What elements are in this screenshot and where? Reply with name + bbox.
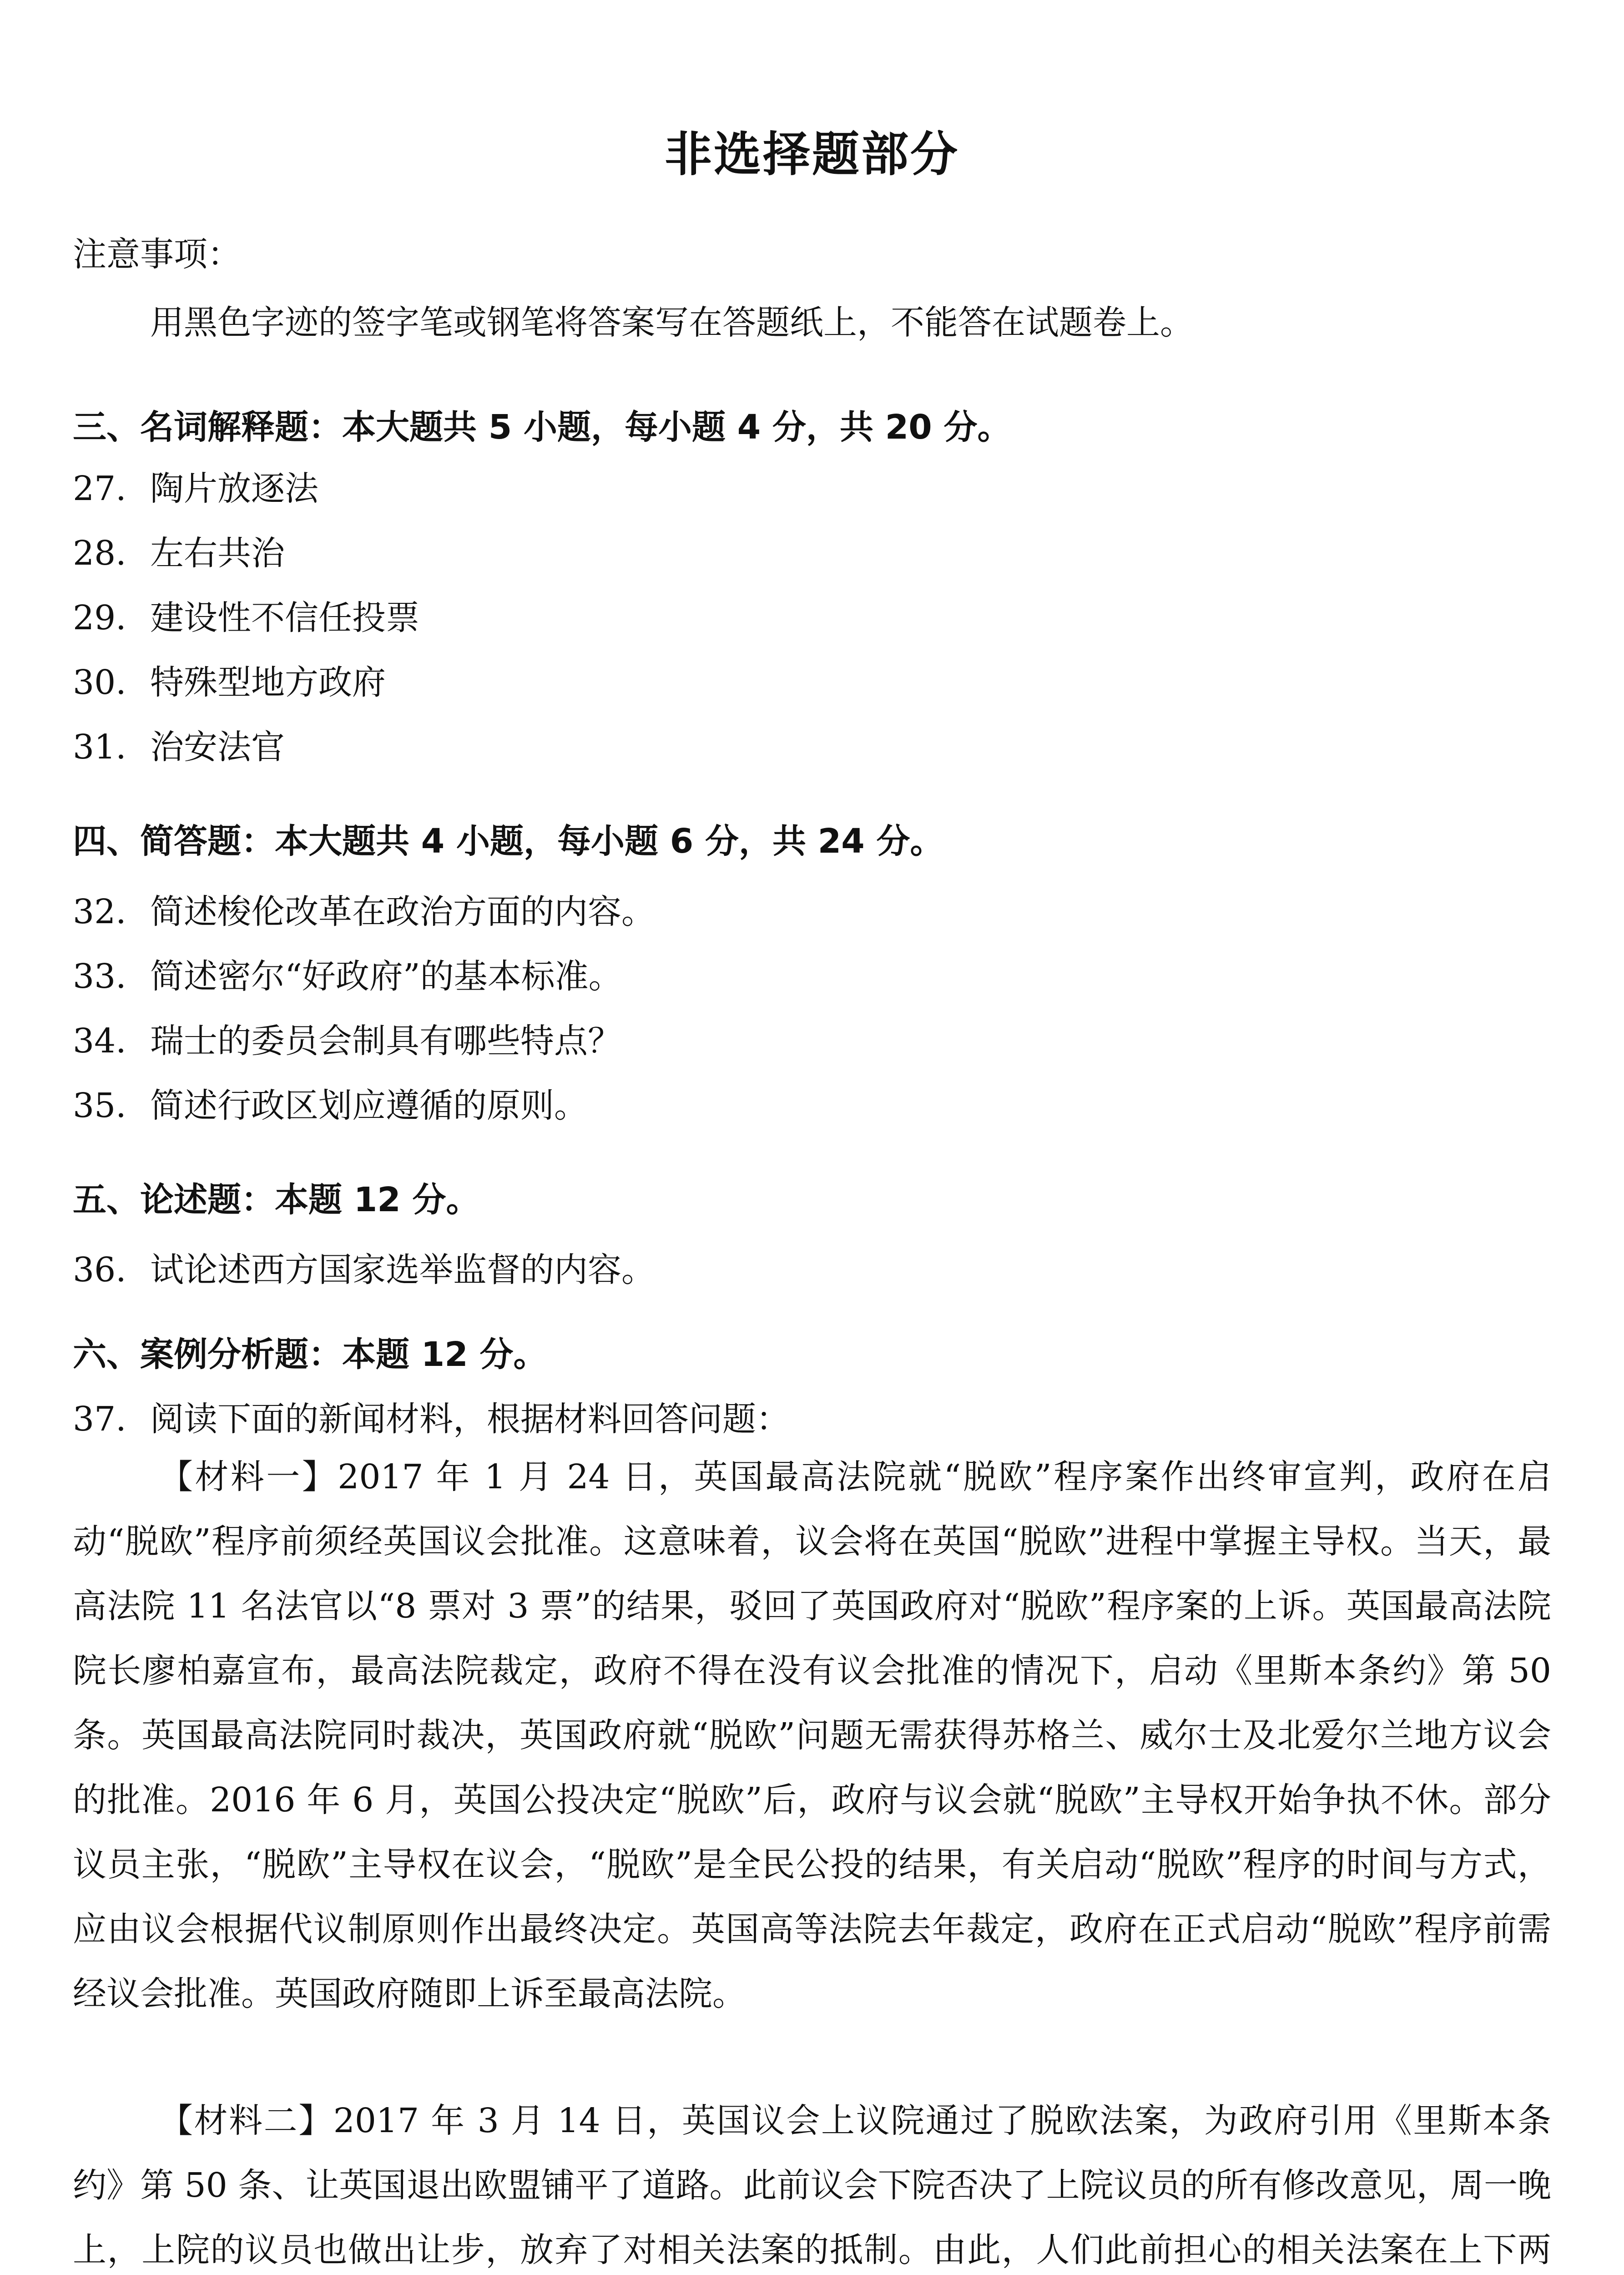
question-number: 27.	[73, 469, 126, 508]
question-item	[73, 1014, 621, 1062]
question-text: 瑞士的委员会制具有哪些特点？	[150, 1021, 621, 1061]
question-text: 简述密尔“好政府”的基本标准。	[150, 957, 622, 996]
material-one-paragraph: 【材料一】2017 年 1 月 24 日，英国最高法院就“脱欧”程序案作出终审宣判，政府在启动“脱欧”程序前须经英国议会批准。这意味着，议会将在英国“脱欧”进程中掌握主导权。当天，最高法院 11 名法官以“8 票对 3 票”的结果，驳回了英国政府对“脱欧”程序案的上诉。英国最高法院院长廖柏嘉宣布，最高法院裁定，政府不得在没有议会批准的情况下，启动《里斯本条约》第 50 条。英国最高法院同时裁决，英国政府就“脱欧”问题无需获得苏格兰、威尔士及北爱尔兰地方议会的批准。2016 年 6 月，英国公投决定“脱欧”后，政府与议会就“脱欧”主导权开始争执不休。部分议员主张，“脱欧”主导权在议会，“脱欧”是全民公投的结果，有关启动“脱欧”程序的时间与方式，应由议会根据代议制原则作出最终决定。英国高等法院去年裁定，政府在正式启动“脱欧”程序前需经议会批准。英国政府随即上诉至最高法院。	[73, 1457, 1551, 2013]
section-heading-6: 六、案例分析题：本题 12 分。	[73, 1335, 547, 1374]
material-two-paragraph: 【材料二】2017 年 3 月 14 日，英国议会上议院通过了脱欧法案，为政府引用《里斯本条约》第 50 条、让英国退出欧盟铺平了道路。此前议会下院否决了上院议员的所有修改意见，周一晚上，上院的议员也做出让步，放弃了对相关法案的抵制。由此，人们此前担心的相关法案在上下两	[73, 2101, 1551, 2270]
question-number: 37.	[73, 1400, 126, 1439]
question-number: 29.	[73, 598, 126, 637]
question-number: 36.	[73, 1250, 126, 1289]
question-text: 简述行政区划应遵循的原则。	[150, 1086, 588, 1125]
question-number: 32.	[73, 892, 126, 931]
notice-text: 用黑色字迹的签字笔或钢笔将答案写在答题纸上，不能答在试题卷上。	[150, 303, 1194, 342]
question-text: 特殊型地方政府	[150, 663, 386, 702]
section-heading-4: 四、简答题：本大题共 4 小题，每小题 6 分，共 24 分。	[73, 822, 944, 861]
question-text: 治安法官	[150, 728, 285, 767]
question-item	[73, 1243, 655, 1291]
question-number: 30.	[73, 663, 126, 702]
question-item	[73, 526, 285, 575]
question-item	[73, 1392, 790, 1441]
question-item	[73, 885, 655, 933]
question-text: 简述梭伦改革在政治方面的内容。	[150, 892, 655, 931]
question-number: 31.	[73, 728, 126, 767]
question-text: 陶片放逐法	[150, 469, 318, 508]
page-title: 非选择题部分	[664, 126, 959, 182]
question-number: 28.	[73, 534, 126, 573]
question-item	[73, 656, 386, 704]
question-item	[73, 720, 285, 768]
notice-label: 注意事项：	[73, 235, 241, 274]
section-heading-5: 五、论述题：本题 12 分。	[73, 1180, 480, 1219]
question-item	[73, 1079, 588, 1127]
question-text: 阅读下面的新闻材料，根据材料回答问题：	[150, 1400, 790, 1439]
question-text: 建设性不信任投票	[150, 598, 419, 637]
question-text: 左右共治	[150, 534, 285, 573]
question-number: 33.	[73, 957, 126, 996]
question-number: 34.	[73, 1021, 126, 1061]
question-text: 试论述西方国家选举监督的内容。	[150, 1250, 655, 1289]
question-number: 35.	[73, 1086, 126, 1125]
section-heading-3: 三、名词解释题：本大题共 5 小题，每小题 4 分，共 20 分。	[73, 408, 1011, 447]
question-item	[73, 462, 318, 510]
question-item	[73, 950, 622, 998]
question-item	[73, 591, 419, 639]
